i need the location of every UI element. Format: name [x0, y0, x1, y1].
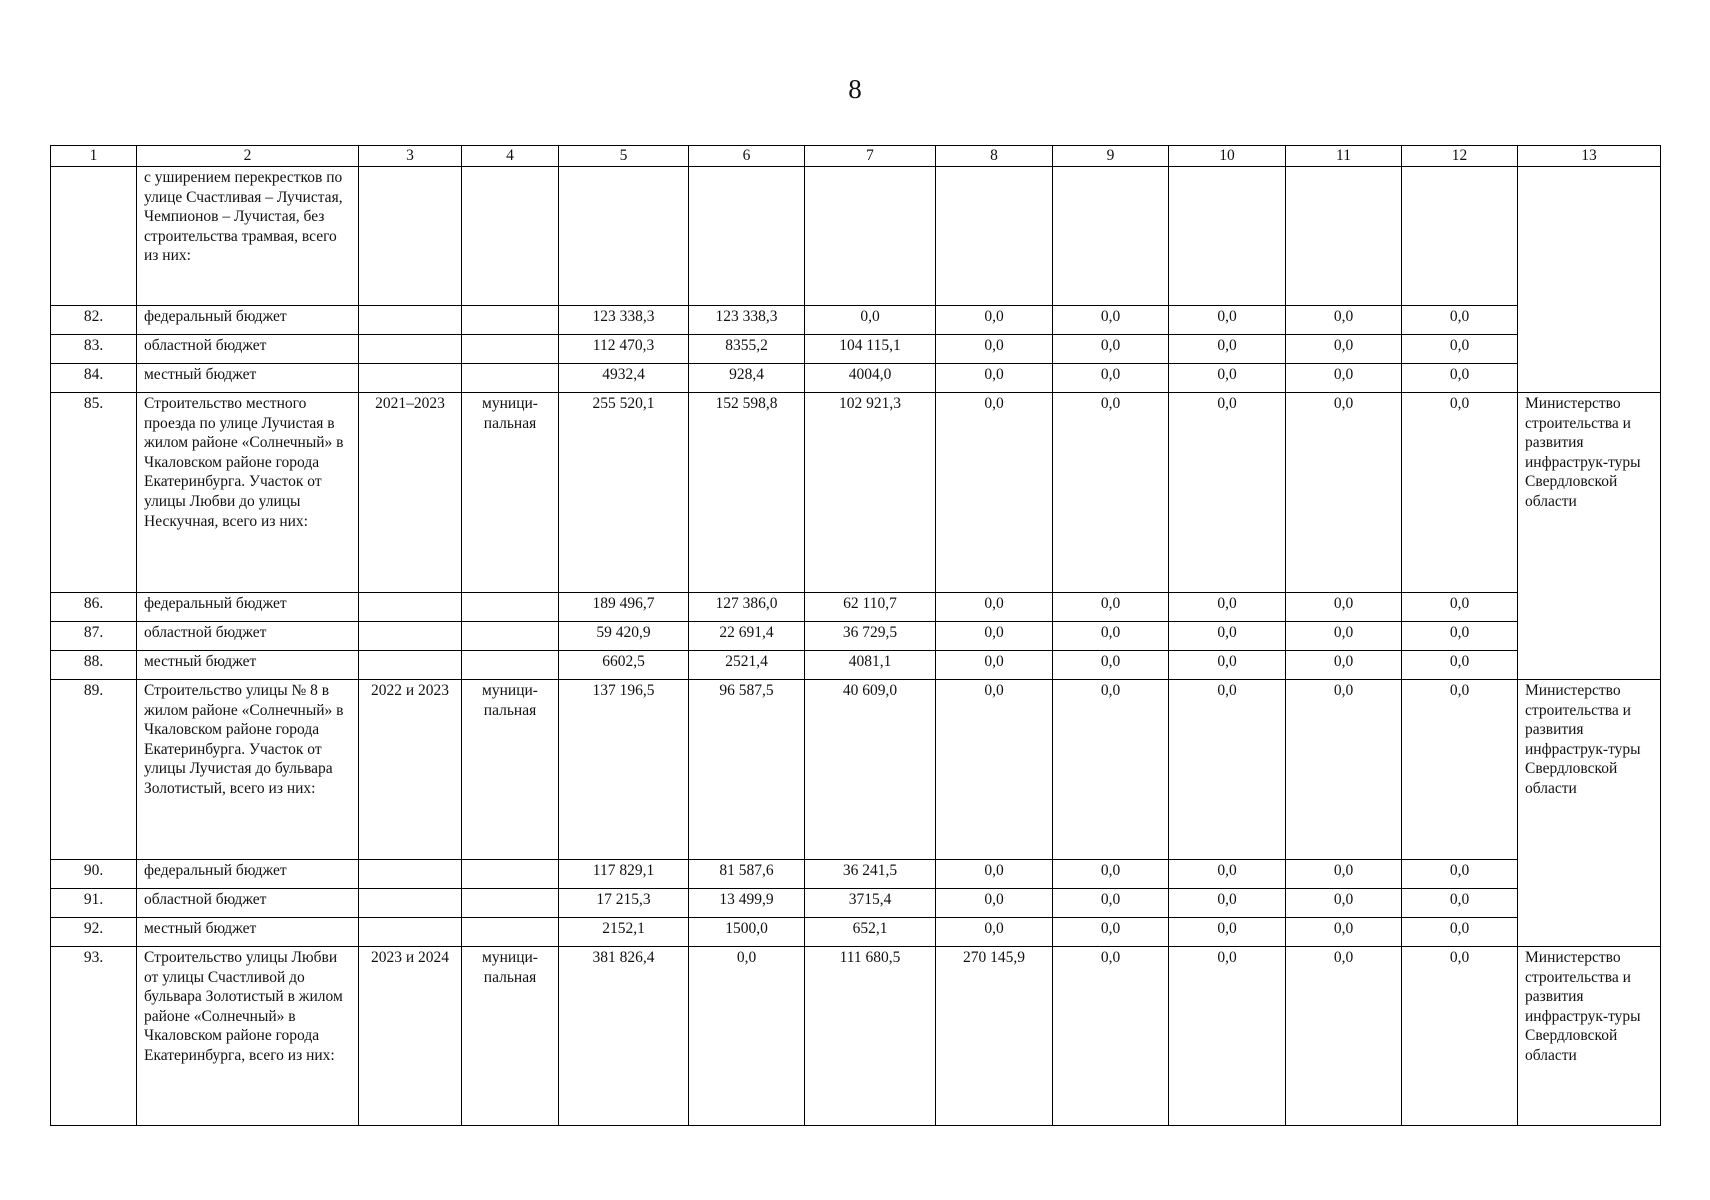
- cell-year: 0,0: [689, 947, 805, 1126]
- cell-name: местный бюджет: [137, 918, 359, 947]
- cell-year: 0,0: [1053, 947, 1169, 1126]
- cell-year: 0,0: [1053, 335, 1169, 364]
- cell-num: 86.: [51, 593, 137, 622]
- cell-num: 85.: [51, 393, 137, 593]
- table-row: [51, 918, 1661, 947]
- column-header: 5: [559, 146, 689, 167]
- cell-year: 0,0: [1402, 335, 1518, 364]
- cell-year: 0,0: [936, 651, 1053, 680]
- cell-responsible: Министерство строительства и развития инфраструк-туры Свердловской области: [1518, 393, 1661, 680]
- cell-year: 0,0: [1053, 651, 1169, 680]
- cell-year: 104 115,1: [805, 335, 936, 364]
- cell-num: 84.: [51, 364, 137, 393]
- cell-name: Строительство улицы № 8 в жилом районе «Солнечный» в Чкаловском районе города Екатеринбурга. Участок от улицы Лучистая до бульвара Золотистый, всего из них:: [137, 680, 359, 860]
- cell-year: 152 598,8: [689, 393, 805, 593]
- cell-num: 90.: [51, 860, 137, 889]
- cell-year: 0,0: [1053, 860, 1169, 889]
- cell-year: 0,0: [1169, 364, 1286, 393]
- cell-total: 6602,5: [559, 651, 689, 680]
- cell-year: 1500,0: [689, 918, 805, 947]
- cell-year: 0,0: [1402, 306, 1518, 335]
- cell-year: 2521,4: [689, 651, 805, 680]
- cell-year: 0,0: [805, 306, 936, 335]
- cell-year: 8355,2: [689, 335, 805, 364]
- cell-year: 0,0: [1053, 889, 1169, 918]
- cell-total: 4932,4: [559, 364, 689, 393]
- cell-num: 92.: [51, 918, 137, 947]
- table-row: [51, 306, 1661, 335]
- cell-year: 62 110,7: [805, 593, 936, 622]
- cell-year: 0,0: [936, 918, 1053, 947]
- column-header: 3: [359, 146, 462, 167]
- cell-years: 2023 и 2024: [359, 947, 462, 1126]
- cell-year: 0,0: [1286, 918, 1402, 947]
- cell-responsible: Министерство строительства и развития инфраструк-туры Свердловской области: [1518, 680, 1661, 947]
- cell-year: 0,0: [936, 335, 1053, 364]
- cell-year: 0,0: [936, 593, 1053, 622]
- cell-year: 0,0: [1169, 651, 1286, 680]
- budget-table: [50, 145, 1661, 1126]
- column-header: 9: [1053, 146, 1169, 167]
- cell-name: Строительство местного проезда по улице Лучистая в жилом районе «Солнечный» в Чкаловском районе города Екатеринбурга. Участок от улицы Любви до улицы Нескучная, всего из них:: [137, 393, 359, 593]
- column-header: 7: [805, 146, 936, 167]
- cell-num: 82.: [51, 306, 137, 335]
- cell-year: 0,0: [936, 680, 1053, 860]
- cell-year: 0,0: [1402, 651, 1518, 680]
- cell-name: местный бюджет: [137, 364, 359, 393]
- cell-total: 59 420,9: [559, 622, 689, 651]
- cell-year: 0,0: [1169, 622, 1286, 651]
- table-row-continuation: [51, 167, 1661, 306]
- cell-year: 0,0: [1169, 335, 1286, 364]
- cell-num: 88.: [51, 651, 137, 680]
- cell-num: 91.: [51, 889, 137, 918]
- cell-total: 123 338,3: [559, 306, 689, 335]
- cell-year: 102 921,3: [805, 393, 936, 593]
- page-number: 8: [848, 74, 862, 104]
- cell-total: 2152,1: [559, 918, 689, 947]
- cell-num: 93.: [51, 947, 137, 1126]
- cell-name: федеральный бюджет: [137, 593, 359, 622]
- cell-year: 0,0: [1053, 364, 1169, 393]
- cell-year: 0,0: [1053, 918, 1169, 947]
- cell-year: 4004,0: [805, 364, 936, 393]
- cell-kind: муници-пальная: [462, 947, 559, 1126]
- cell-year: 0,0: [1169, 918, 1286, 947]
- table-row-main: [51, 680, 1661, 860]
- table-row-main: [51, 947, 1661, 1126]
- cell-total: 112 470,3: [559, 335, 689, 364]
- cell-name: местный бюджет: [137, 651, 359, 680]
- cell-name: с уширением перекрестков по улице Счастливая – Лучистая, Чемпионов – Лучистая, без строительства трамвая, всего из них:: [137, 167, 359, 306]
- cell-year: 0,0: [1286, 593, 1402, 622]
- cell-year: 0,0: [936, 860, 1053, 889]
- cell-name: областной бюджет: [137, 622, 359, 651]
- column-header: 13: [1518, 146, 1661, 167]
- cell-year: 22 691,4: [689, 622, 805, 651]
- cell-year: 0,0: [1286, 306, 1402, 335]
- table-row: [51, 651, 1661, 680]
- cell-responsible: Министерство строительства и развития инфраструк-туры Свердловской области: [1518, 947, 1661, 1126]
- cell-year: 0,0: [1169, 889, 1286, 918]
- cell-total: 189 496,7: [559, 593, 689, 622]
- cell-year: 0,0: [1402, 947, 1518, 1126]
- cell-year: 3715,4: [805, 889, 936, 918]
- column-header: 2: [137, 146, 359, 167]
- cell-year: 111 680,5: [805, 947, 936, 1126]
- cell-year: 127 386,0: [689, 593, 805, 622]
- cell-year: 0,0: [1286, 947, 1402, 1126]
- cell-year: 81 587,6: [689, 860, 805, 889]
- cell-years: 2021–2023: [359, 393, 462, 593]
- column-header: 1: [51, 146, 137, 167]
- header-row: [51, 146, 1661, 167]
- cell-year: 40 609,0: [805, 680, 936, 860]
- column-header: 12: [1402, 146, 1518, 167]
- cell-year: 0,0: [1286, 680, 1402, 860]
- cell-year: 0,0: [1402, 860, 1518, 889]
- cell-year: 0,0: [1286, 335, 1402, 364]
- cell-year: 0,0: [1169, 593, 1286, 622]
- cell-year: 652,1: [805, 918, 936, 947]
- cell-name: областной бюджет: [137, 335, 359, 364]
- cell-year: 0,0: [1402, 622, 1518, 651]
- cell-num: 87.: [51, 622, 137, 651]
- cell-year: 123 338,3: [689, 306, 805, 335]
- cell-year: 0,0: [936, 364, 1053, 393]
- table-row-main: [51, 393, 1661, 593]
- cell-year: 36 241,5: [805, 860, 936, 889]
- cell-year: 0,0: [936, 393, 1053, 593]
- cell-year: 96 587,5: [689, 680, 805, 860]
- cell-year: 0,0: [1169, 860, 1286, 889]
- cell-year: 0,0: [1402, 393, 1518, 593]
- table-row: [51, 889, 1661, 918]
- cell-name: Строительство улицы Любви от улицы Счастливой до бульвара Золотистый в жилом районе «Солнечный» в Чкаловском районе города Екатеринбурга, всего из них:: [137, 947, 359, 1126]
- cell-year: 0,0: [1053, 306, 1169, 335]
- cell-year: 36 729,5: [805, 622, 936, 651]
- cell-name: федеральный бюджет: [137, 860, 359, 889]
- cell-year: 0,0: [1402, 593, 1518, 622]
- cell-year: 0,0: [1402, 918, 1518, 947]
- cell-year: 4081,1: [805, 651, 936, 680]
- cell-year: 0,0: [1286, 622, 1402, 651]
- cell-year: 0,0: [1053, 622, 1169, 651]
- cell-num: 83.: [51, 335, 137, 364]
- cell-year: 0,0: [1286, 889, 1402, 918]
- cell-year: 0,0: [936, 889, 1053, 918]
- column-header: 6: [689, 146, 805, 167]
- cell-year: 0,0: [1053, 593, 1169, 622]
- cell-year: 0,0: [1402, 364, 1518, 393]
- cell-year: 0,0: [1286, 651, 1402, 680]
- column-header: 10: [1169, 146, 1286, 167]
- cell-year: 0,0: [1053, 680, 1169, 860]
- cell-years: 2022 и 2023: [359, 680, 462, 860]
- cell-year: 270 145,9: [936, 947, 1053, 1126]
- cell-name: областной бюджет: [137, 889, 359, 918]
- cell-year: 0,0: [1286, 860, 1402, 889]
- cell-year: 0,0: [1169, 680, 1286, 860]
- cell-year: 0,0: [1402, 680, 1518, 860]
- cell-kind: муници-пальная: [462, 393, 559, 593]
- cell-name: федеральный бюджет: [137, 306, 359, 335]
- cell-kind: муници-пальная: [462, 680, 559, 860]
- cell-year: 13 499,9: [689, 889, 805, 918]
- cell-total: 255 520,1: [559, 393, 689, 593]
- table-row: [51, 593, 1661, 622]
- cell-year: 0,0: [1286, 364, 1402, 393]
- cell-responsible: [1518, 167, 1661, 393]
- column-header: 4: [462, 146, 559, 167]
- table-row: [51, 622, 1661, 651]
- cell-total: 117 829,1: [559, 860, 689, 889]
- column-header: 11: [1286, 146, 1402, 167]
- cell-num: 89.: [51, 680, 137, 860]
- table-row: [51, 860, 1661, 889]
- cell-year: 928,4: [689, 364, 805, 393]
- cell-year: 0,0: [1169, 306, 1286, 335]
- table-row: [51, 364, 1661, 393]
- cell-year: 0,0: [1169, 947, 1286, 1126]
- cell-year: 0,0: [1169, 393, 1286, 593]
- cell-year: 0,0: [936, 622, 1053, 651]
- cell-total: 381 826,4: [559, 947, 689, 1126]
- column-header: 8: [936, 146, 1053, 167]
- cell-year: 0,0: [1053, 393, 1169, 593]
- cell-total: 17 215,3: [559, 889, 689, 918]
- cell-total: 137 196,5: [559, 680, 689, 860]
- cell-year: 0,0: [1286, 393, 1402, 593]
- cell-year: 0,0: [1402, 889, 1518, 918]
- table-row: [51, 335, 1661, 364]
- cell-year: 0,0: [936, 306, 1053, 335]
